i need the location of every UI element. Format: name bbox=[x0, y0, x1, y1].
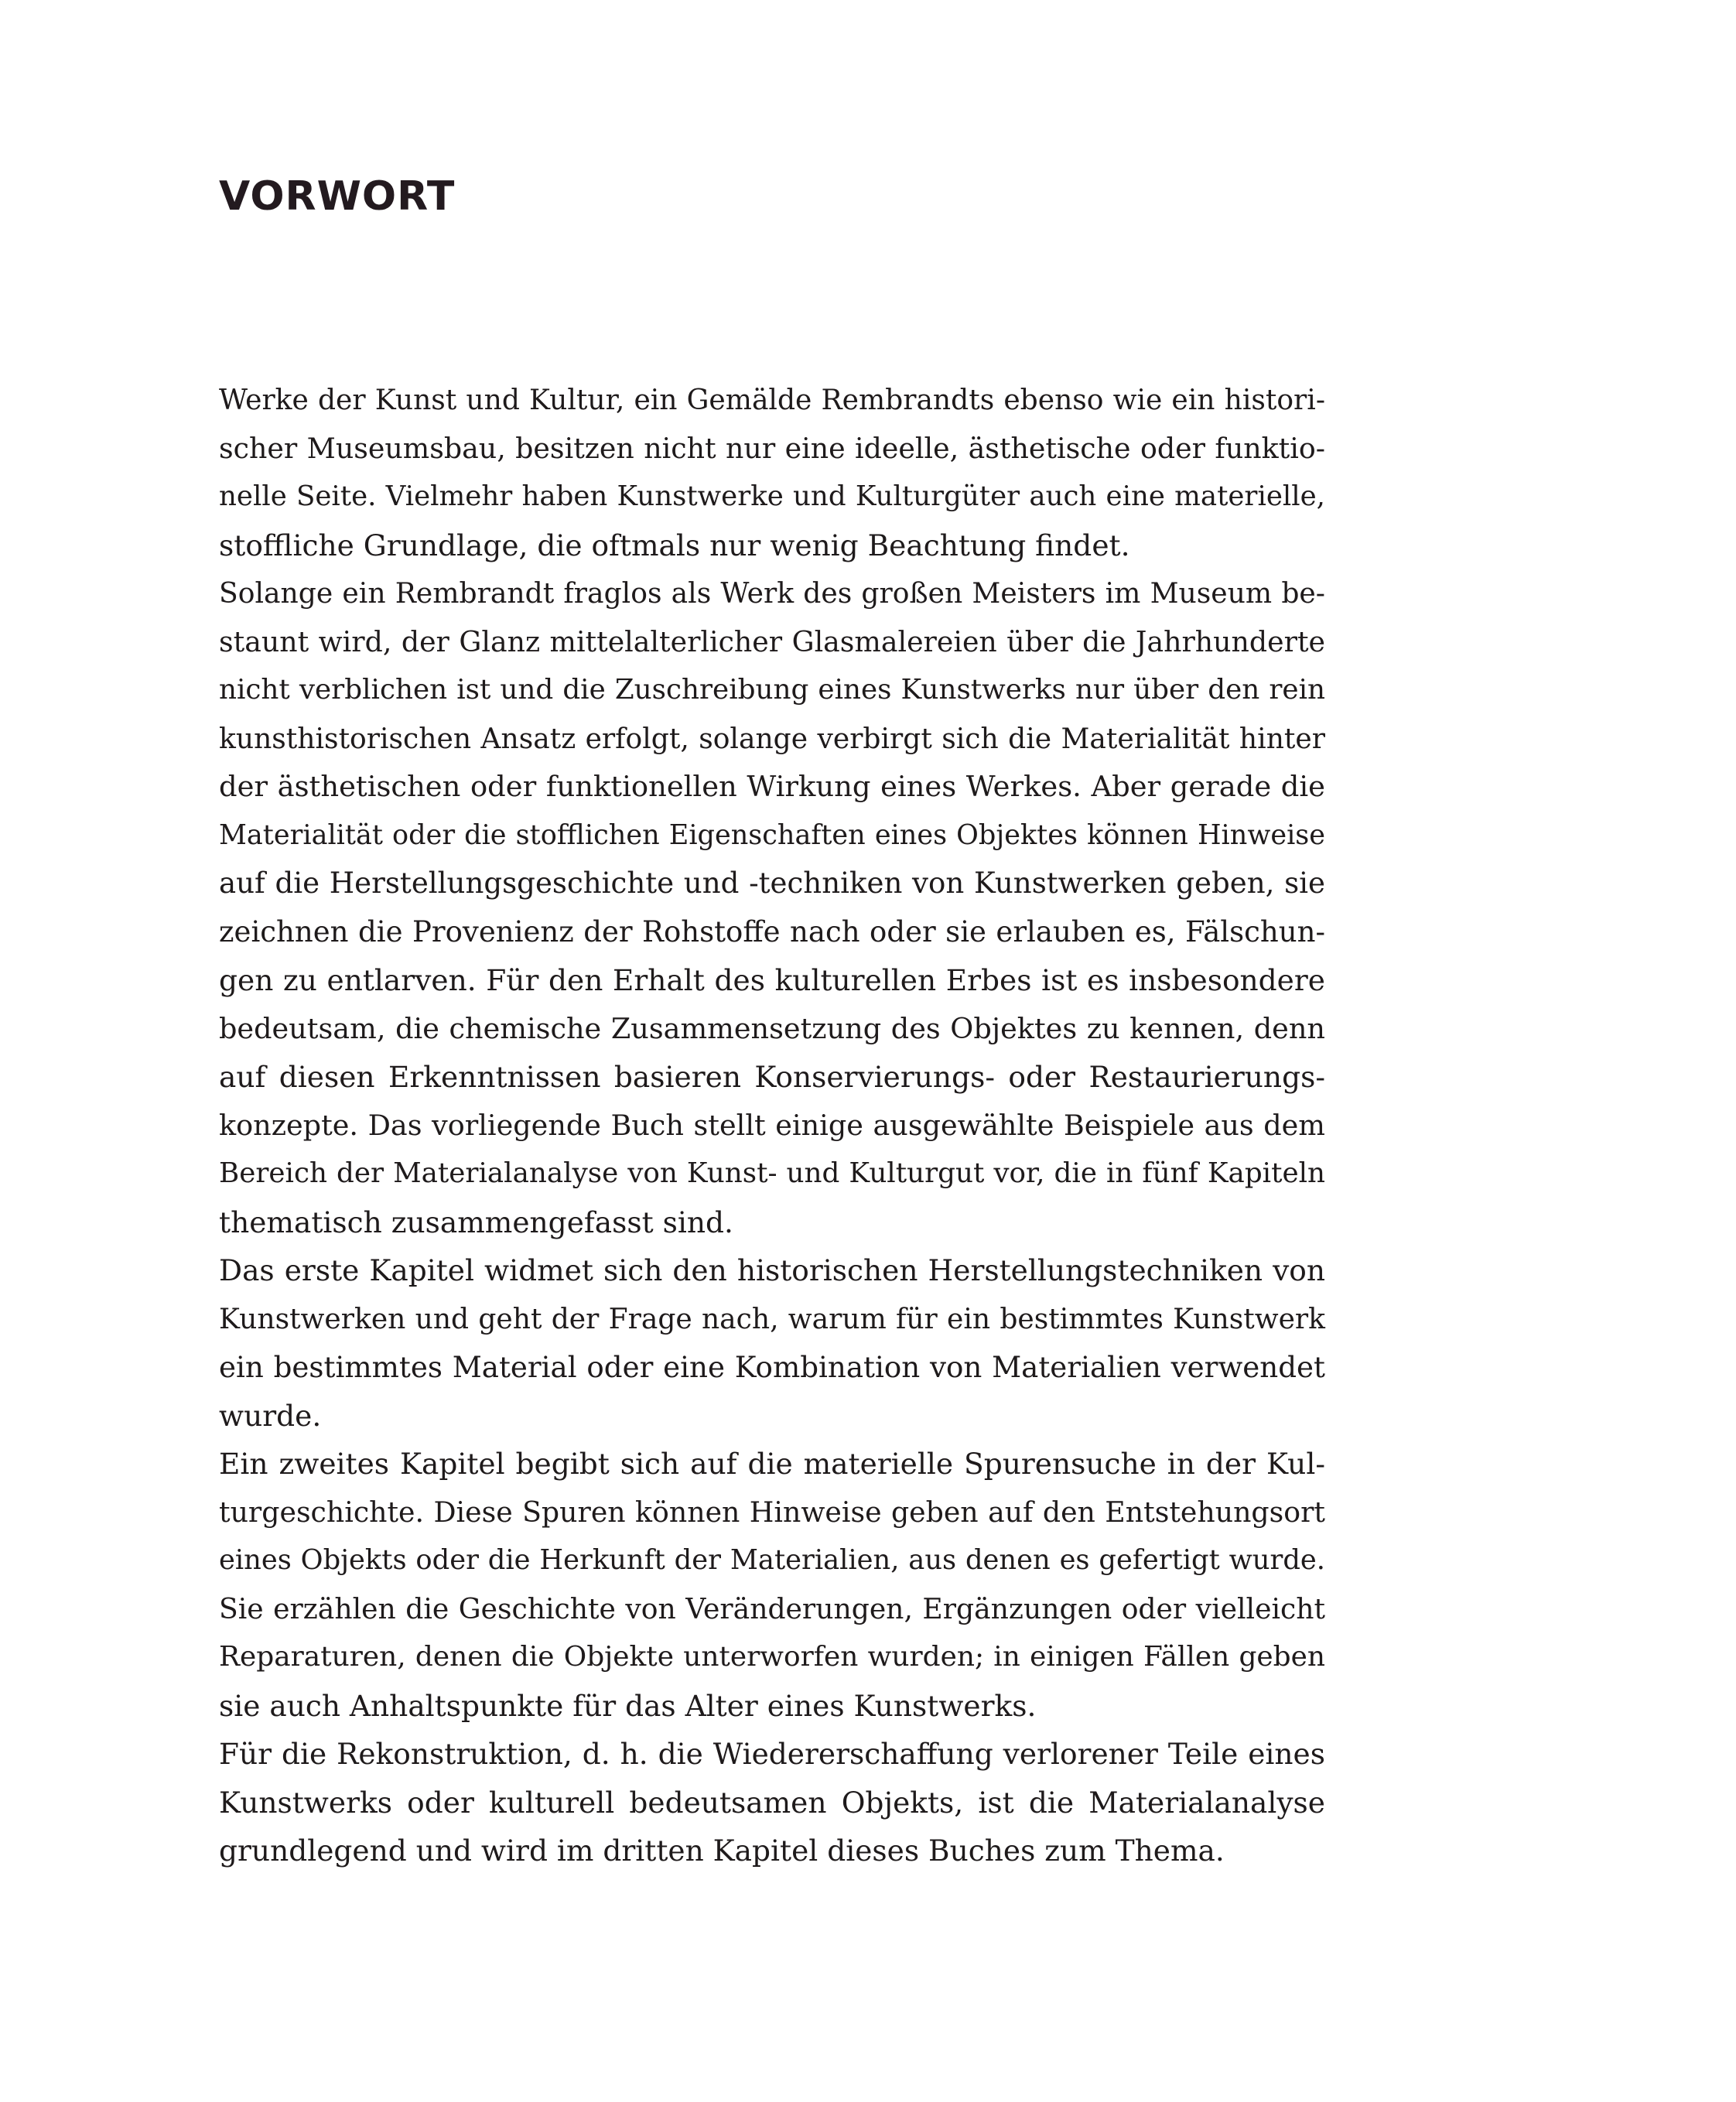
text-line: thematisch zusammengefasst sind. bbox=[219, 1205, 733, 1239]
text-line: auf diesen Erkenntnissen basieren Konservierungs- oder Restaurierungs- bbox=[219, 1060, 1325, 1094]
text-line: Kunstwerks oder kulturell bedeutsamen Objekts, ist die Materialanalyse bbox=[219, 1785, 1325, 1820]
text-line: sie auch Anhaltspunkte für das Alter eines Kunstwerks. bbox=[219, 1688, 1037, 1723]
text-line: kunsthistorischen Ansatz erfolgt, solange verbirgt sich die Materialität hinter bbox=[219, 722, 1325, 755]
text-line: auf die Herstellungsgeschichte und -techniken von Kunstwerken geben, sie bbox=[219, 866, 1325, 900]
text-line: nicht verblichen ist und die Zuschreibung eines Kunstwerks nur über den rein bbox=[219, 674, 1325, 706]
text-line: ein bestimmtes Material oder eine Kombination von Materialien verwendet bbox=[219, 1350, 1325, 1384]
text-line: Sie erzählen die Geschichte von Veränderungen, Ergänzungen oder vielleicht bbox=[219, 1591, 1325, 1625]
text-line: scher Museumsbau, besitzen nicht nur eine ideelle, ästhetische oder funktio- bbox=[219, 431, 1325, 465]
text-line: Reparaturen, denen die Objekte unterworfen wurden; in einigen Fällen geben bbox=[219, 1641, 1325, 1673]
text-line: Solange ein Rembrandt fraglos als Werk des großen Meisters im Museum be- bbox=[219, 576, 1325, 610]
text-line: staunt wird, der Glanz mittelalterlicher Glasmalereien über die Jahrhunderte bbox=[219, 624, 1325, 658]
text-line: Ein zweites Kapitel begibt sich auf die materielle Spurensuche in der Kul- bbox=[219, 1447, 1325, 1481]
text-line: turgeschichte. Diese Spuren können Hinweise geben auf den Entstehungsort bbox=[219, 1495, 1325, 1529]
text-line: der ästhetischen oder funktionellen Wirkung eines Werkes. Aber gerade die bbox=[219, 770, 1325, 803]
text-line: konzepte. Das vorliegende Buch stellt einige ausgewählte Beispiele aus dem bbox=[219, 1108, 1325, 1142]
text-line: Werke der Kunst und Kultur, ein Gemälde Rembrandts ebenso wie ein histori- bbox=[219, 384, 1325, 416]
text-line: Für die Rekonstruktion, d. h. die Wiedererschaffung verlorener Teile eines bbox=[219, 1737, 1325, 1771]
text-line: gen zu entlarven. Für den Erhalt des kulturellen Erbes ist es insbesondere bbox=[219, 963, 1325, 997]
text-line: nelle Seite. Vielmehr haben Kunstwerke und Kulturgüter auch eine materielle, bbox=[219, 480, 1325, 512]
text-line: zeichnen die Provenienz der Rohstoffe nach oder sie erlauben es, Fälschun- bbox=[219, 914, 1325, 948]
page-title: VORWORT bbox=[219, 173, 456, 220]
text-line: Bereich der Materialanalyse von Kunst- und Kulturgut vor, die in fünf Kapiteln bbox=[219, 1157, 1325, 1189]
text-line: stoffliche Grundlage, die oftmals nur wenig Beachtung findet. bbox=[219, 528, 1130, 562]
text-line: wurde. bbox=[219, 1398, 322, 1433]
text-line: bedeutsam, die chemische Zusammensetzung des Objektes zu kennen, denn bbox=[219, 1011, 1325, 1045]
text-line: Kunstwerken und geht der Frage nach, warum für ein bestimmtes Kunstwerk bbox=[219, 1302, 1325, 1335]
text-line: eines Objekts oder die Herkunft der Materialien, aus denen es gefertigt wurde. bbox=[219, 1544, 1325, 1576]
text-line: Materialität oder die stofflichen Eigenschaften eines Objektes können Hinweise bbox=[219, 819, 1325, 851]
body-text bbox=[219, 376, 1325, 1875]
text-line: Das erste Kapitel widmet sich den historischen Herstellungstechniken von bbox=[219, 1253, 1325, 1287]
text-line: grundlegend und wird im dritten Kapitel dieses Buches zum Thema. bbox=[219, 1834, 1225, 1868]
